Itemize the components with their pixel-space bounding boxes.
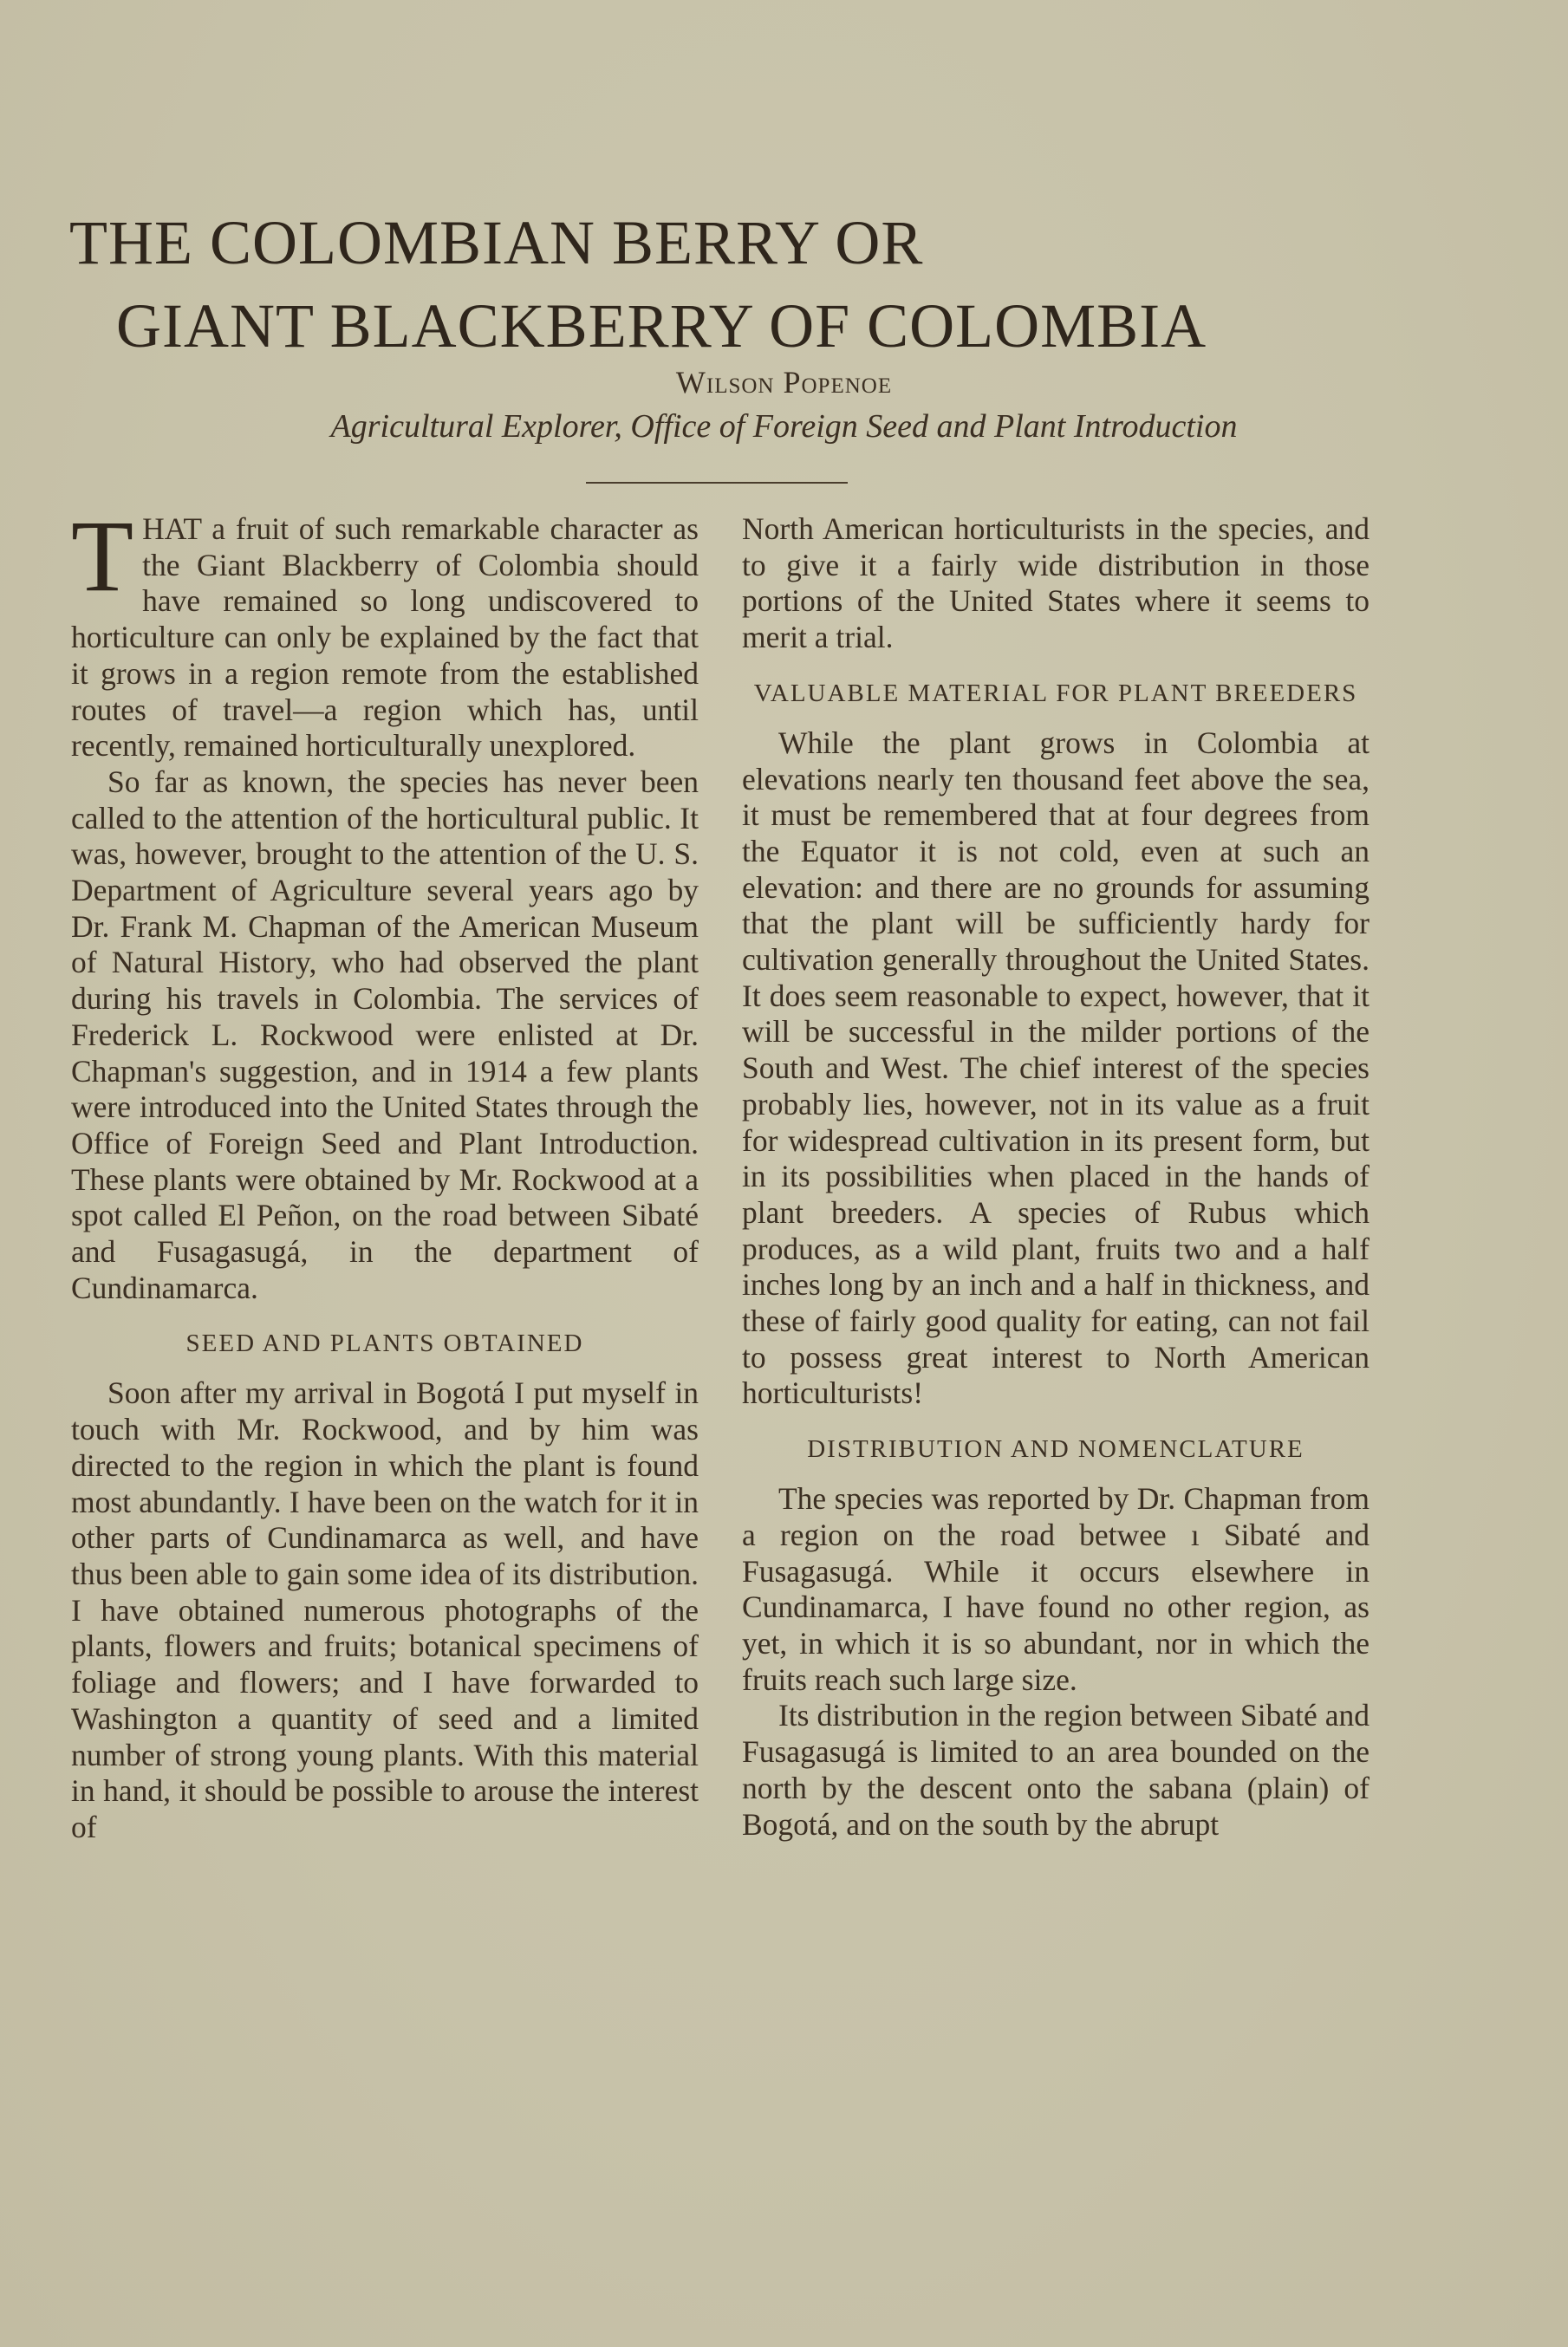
right-paragraph-1: North American horticulturists in the species, and to give it a fairly wide distribution in those portions of the United States where it seems to merit a trial.: [742, 511, 1370, 655]
left-paragraph-2: So far as known, the species has never been called to the attention of the horticultural public. It was, however, brought to the attention of the U. S. Department of Agriculture several years ago by Dr. Frank M. Chapman of the American Museum of Natural History, who had observed the plant during his travels in Colombia. The services of Frederick L. Rockwood were enlisted at Dr. Chapman's suggestion, and in 1914 a few plants were introduced into the United States through the Office of Foreign Seed and Plant Introduction. These plants were obtained by Mr. Rockwood at a spot called El Peñon, on the road between Sibaté and Fusagasugá, in the department of Cundinamarca.: [71, 764, 699, 1305]
section-heading-valuable-material: VALUABLE MATERIAL FOR PLANT BREEDERS: [753, 679, 1358, 707]
right-paragraph-3: The species was reported by Dr. Chapman from a region on the road betwee ı Sibaté and Fusagasugá. While it occurs elsewhere in Cundinamarca, I have found no other region, as yet, in which it is so abundant, nor in which the fruits reach such large size.: [742, 1481, 1370, 1697]
left-paragraph-1: [71, 499, 699, 764]
left-paragraph-1-text: HAT a fruit of such remarkable character as the Giant Blackberry of Colombia should have remained so long undiscovered to horticulture can only be explained by the fact that it grows in a region remote from the established routes of travel—a region which has, until recently, remained horticulturally unexplored.: [71, 511, 699, 764]
author-name: Wilson Popenoe: [675, 365, 893, 400]
section-heading-distribution: DISTRIBUTION AND NOMENCLATURE: [807, 1435, 1304, 1464]
author-affiliation: Agricultural Explorer, Office of Foreign Seed and Plant Introduction: [330, 408, 1238, 445]
right-column: [742, 511, 1370, 1843]
title-divider: [586, 482, 848, 484]
right-paragraph-4: Its distribution in the region between Sibaté and Fusagasugá is limited to an area bounded on the north by the descent onto the sabana (plain) of Bogotá, and on the south by the abrupt: [742, 1698, 1370, 1842]
left-column: [71, 499, 699, 1846]
drop-cap: T: [71, 499, 134, 613]
section-heading-seed-and-plants: SEED AND PLANTS OBTAINED: [185, 1330, 584, 1358]
title-line-1: THE COLOMBIAN BERRY OR: [69, 208, 924, 277]
article-title: [69, 201, 1422, 367]
right-paragraph-2: While the plant grows in Colombia at elevations nearly ten thousand feet above the sea, it must be remembered that at four degrees from the Equator it is not cold, even at such an elevation: and there are no grounds for assuming that the plant will be sufficiently hardy for cultivation generally throughout the United States. It does seem reasonable to expect, however, that it will be successful in the milder portions of the South and West. The chief interest of the species probably lies, however, not in its value as a fruit for widespread cultivation in its present form, but in its possibilities when placed in the hands of plant breeders. A species of Rubus which produces, as a wild plant, fruits two and a half inches long by an inch and a half in thickness, and these of fairly good quality for eating, can not fail to possess great interest to North American horticulturists!: [742, 725, 1370, 1411]
title-line-2: GIANT BLACKBERRY OF COLOMBIA: [116, 291, 1207, 361]
left-paragraph-3: Soon after my arrival in Bogotá I put myself in touch with Mr. Rockwood, and by him was directed to the region in which the plant is found most abundantly. I have been on the watch for it in other parts of Cundinamarca as well, and have thus been able to gain some idea of its distribution. I have obtained numerous photographs of the plants, flowers and fruits; botanical specimens of foliage and flowers; and I have forwarded to Washington a quantity of seed and a limited number of strong young plants. With this material in hand, it should be possible to arouse the interest of: [71, 1375, 699, 1844]
